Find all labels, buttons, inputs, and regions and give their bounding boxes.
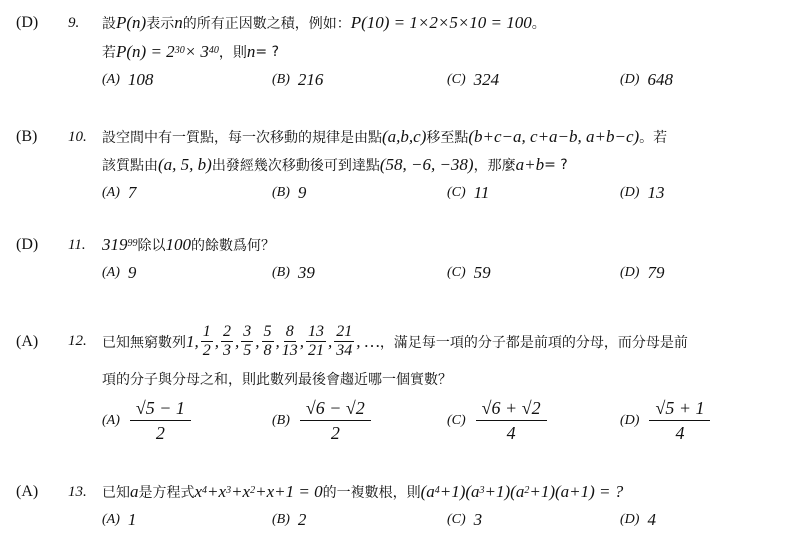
math-expression: , — [328, 331, 333, 351]
option-b[interactable] — [272, 396, 373, 445]
question-number: 11. — [68, 236, 86, 253]
fraction-denominator: 34 — [336, 342, 353, 359]
option-label: (D) — [620, 185, 640, 200]
option-c[interactable] — [447, 396, 549, 445]
fraction-numerator: 8 — [285, 323, 294, 340]
math-expression: a — [130, 482, 139, 501]
question-text-line — [0, 231, 796, 259]
option-d[interactable] — [620, 263, 664, 283]
math-expression: 59 — [473, 263, 491, 282]
option-value — [474, 70, 500, 90]
question-12 — [0, 318, 796, 448]
text-run: 已知無窮數列 — [102, 334, 186, 351]
math-expression: 79 — [647, 263, 665, 282]
option-label: (C) — [447, 265, 466, 280]
fraction-numerator: √6 − √2 — [300, 396, 371, 421]
exponent: 99 — [127, 237, 138, 249]
math-expression: (58, −6, −38) — [379, 155, 474, 174]
option-label: (A) — [102, 72, 120, 87]
math-expression: +x — [207, 482, 227, 501]
option-label: (A) — [102, 412, 120, 428]
math-expression: x — [194, 482, 203, 501]
question-text-line — [0, 478, 796, 506]
exponent: 3 — [226, 484, 232, 496]
fraction-numerator: 13 — [308, 323, 324, 340]
option-label: (C) — [447, 185, 466, 200]
option-label: (D) — [620, 512, 640, 527]
fraction-denominator: 5 — [243, 342, 252, 359]
fraction — [476, 396, 547, 445]
option-label: (A) — [102, 265, 120, 280]
option-c[interactable] — [447, 70, 499, 90]
math-expression: , — [275, 331, 280, 351]
option-value — [128, 510, 137, 530]
fraction-denominator: 2 — [155, 423, 165, 443]
fraction-numerator: √5 + 1 — [649, 396, 710, 421]
option-label: (B) — [272, 512, 290, 527]
text-run: 。若 — [639, 130, 668, 146]
math-expression: n — [174, 13, 183, 32]
fraction — [262, 323, 274, 360]
option-value — [474, 510, 483, 530]
question-number: 9. — [68, 14, 80, 31]
fraction-numerator: 3 — [243, 323, 252, 340]
text-run: ，滿足每一項的分子都是前項的分母，而分母是前 — [379, 334, 688, 351]
text-run: ，則 — [218, 45, 247, 61]
question-13 — [0, 478, 796, 534]
question-text-line — [0, 123, 796, 151]
fraction-denominator: 13 — [281, 342, 298, 359]
math-expression: 9 — [297, 183, 307, 202]
text-run: 的餘數爲何？ — [191, 238, 275, 254]
fraction-denominator: 4 — [675, 423, 685, 443]
option-label: (C) — [447, 412, 466, 428]
option-c[interactable] — [447, 183, 489, 203]
math-expression: P(n) = 2 — [116, 42, 175, 61]
math-expression: 11 — [473, 183, 490, 202]
option-d[interactable] — [620, 510, 656, 530]
math-expression: , — [214, 331, 219, 351]
question-text-line — [0, 38, 796, 66]
question-number: 12. — [68, 333, 87, 349]
option-value — [128, 70, 154, 90]
option-label: (B) — [272, 265, 290, 280]
option-label: (D) — [620, 265, 640, 280]
math-expression: +x — [231, 482, 251, 501]
math-expression: 3 — [473, 510, 483, 529]
text-run: 的一複數根，則 — [322, 485, 421, 501]
option-label: (A) — [102, 512, 120, 527]
text-run: 若 — [102, 45, 116, 61]
text-run: 除以 — [137, 238, 166, 254]
question-9 — [0, 8, 796, 94]
exponent: 4 — [434, 484, 440, 496]
exponent: 2 — [524, 484, 530, 496]
fraction-denominator: 4 — [506, 423, 516, 443]
question-text-line — [0, 318, 796, 365]
fraction-denominator: 8 — [263, 342, 272, 359]
math-expression: , — [235, 331, 240, 351]
option-value — [647, 183, 664, 203]
question-number: 13. — [68, 483, 87, 500]
text-run: 移至點 — [426, 130, 469, 146]
option-value — [647, 263, 664, 283]
option-d[interactable] — [620, 183, 664, 203]
math-expression: 39 — [297, 263, 315, 282]
math-expression: 648 — [647, 70, 673, 89]
option-value — [298, 396, 373, 445]
text-run: 已知 — [102, 485, 130, 501]
question-text-line — [0, 8, 796, 38]
math-expression: 324 — [473, 70, 500, 89]
text-run: 項的分子與分母之和，則此數列最後會趨近哪一個實數？ — [102, 372, 452, 388]
math-expression: (a,b,c) — [382, 127, 427, 146]
math-expression: , … — [356, 331, 380, 351]
fraction — [334, 323, 354, 360]
math-expression: +1)(a+1) = ? — [529, 482, 624, 501]
option-value — [298, 510, 307, 530]
option-a[interactable] — [102, 396, 193, 445]
fraction-numerator: √6 + √2 — [476, 396, 547, 421]
text-run: 的所有正因數之積，例如： — [182, 16, 351, 32]
options-row — [0, 259, 796, 287]
answer-key: (A) — [16, 332, 39, 350]
fraction-denominator: 2 — [330, 423, 340, 443]
math-expression: 216 — [297, 70, 324, 89]
option-a[interactable] — [102, 263, 136, 283]
option-value — [298, 70, 324, 90]
answer-key: (D) — [16, 14, 39, 31]
math-expression: 2 — [297, 510, 307, 529]
text-run: 該質點由 — [102, 158, 158, 174]
math-expression: 1 — [127, 510, 137, 529]
option-value — [128, 263, 137, 283]
option-value — [298, 263, 315, 283]
fraction — [241, 323, 253, 360]
option-value — [298, 183, 307, 203]
option-c[interactable] — [447, 263, 491, 283]
text-run: 設 — [102, 16, 116, 32]
math-expression: , — [255, 331, 260, 351]
exponent: 40 — [208, 44, 219, 56]
fraction — [221, 323, 233, 360]
fraction-numerator: √5 − 1 — [130, 396, 191, 421]
fraction — [282, 323, 298, 360]
option-a[interactable] — [102, 510, 136, 530]
options-row — [0, 506, 796, 534]
question-text-line — [0, 151, 796, 179]
option-label: (B) — [272, 185, 290, 200]
option-value — [474, 183, 490, 203]
answer-key: (A) — [16, 483, 39, 500]
option-value — [128, 183, 137, 203]
fraction-numerator: 1 — [202, 323, 211, 340]
math-expression: 7 — [127, 183, 137, 202]
exponent: 3 — [479, 484, 485, 496]
option-value — [128, 396, 193, 445]
fraction — [201, 323, 213, 360]
option-label: (B) — [272, 72, 290, 87]
option-d[interactable] — [620, 396, 712, 445]
math-expression: × 3 — [184, 42, 209, 61]
fraction — [130, 396, 191, 445]
option-label: (B) — [272, 412, 290, 428]
fraction — [649, 396, 710, 445]
option-a[interactable] — [102, 70, 153, 90]
option-label: (C) — [447, 512, 466, 527]
text-run: ，那麼 — [473, 158, 516, 174]
option-value — [647, 510, 656, 530]
options-row — [0, 66, 796, 94]
math-expression: +1)(a — [439, 482, 480, 501]
math-expression: P(n) — [116, 13, 147, 32]
math-expression: , — [299, 331, 304, 351]
option-value — [474, 396, 549, 445]
math-expression: +1)(a — [484, 482, 525, 501]
option-label: (D) — [620, 412, 640, 428]
options-row — [0, 179, 796, 207]
option-label: (A) — [102, 185, 120, 200]
math-expression: 100 — [165, 235, 191, 254]
math-expression: (b+c−a, c+a−b, a+b−c) — [468, 127, 640, 146]
option-value — [647, 70, 673, 90]
math-expression: n — [246, 42, 256, 61]
option-b[interactable] — [272, 510, 306, 530]
answer-key: (D) — [16, 236, 39, 253]
fraction — [300, 396, 371, 445]
text-run: = ? — [544, 157, 568, 173]
text-run: 。 — [531, 16, 546, 32]
text-run: 表示 — [146, 16, 175, 32]
option-label: (D) — [620, 72, 640, 87]
text-run: 出發經幾次移動後可到達點 — [211, 158, 380, 174]
fraction-denominator: 21 — [308, 342, 324, 359]
fraction-denominator: 2 — [202, 342, 211, 359]
exponent: 2 — [250, 484, 256, 496]
text-run: = ? — [255, 44, 280, 60]
exponent: 4 — [202, 484, 208, 496]
math-expression: 4 — [647, 510, 656, 529]
question-number: 10. — [68, 128, 87, 145]
option-value — [647, 396, 712, 445]
question-11 — [0, 231, 796, 287]
answer-key: (B) — [16, 128, 38, 145]
math-expression: (a — [420, 482, 435, 501]
options-row — [0, 393, 796, 448]
fraction — [306, 323, 326, 360]
text-run: 是方程式 — [138, 485, 195, 501]
math-expression: 1, — [186, 331, 199, 351]
fraction-numerator: 21 — [336, 323, 353, 340]
option-b[interactable] — [272, 263, 315, 283]
option-a[interactable] — [102, 183, 136, 203]
math-expression: (a, 5, b) — [158, 155, 212, 174]
fraction-numerator: 5 — [263, 323, 272, 340]
math-expression: 319 — [102, 235, 128, 254]
math-expression: 108 — [127, 70, 154, 89]
option-b[interactable] — [272, 70, 323, 90]
fraction-numerator: 2 — [223, 323, 231, 340]
exponent: 30 — [174, 44, 185, 56]
math-expression: 9 — [127, 263, 137, 282]
math-expression: a+b — [515, 155, 545, 174]
fraction-denominator: 3 — [223, 342, 231, 359]
option-value — [474, 263, 491, 283]
text-run: 設空間中有一質點，每一次移動的規律是由點 — [102, 130, 382, 146]
option-b[interactable] — [272, 183, 306, 203]
question-10 — [0, 123, 796, 207]
option-label: (C) — [447, 72, 466, 87]
math-expression: P(10) = 1×2×5×10 = 100 — [350, 13, 532, 32]
math-expression: +x+1 = 0 — [255, 482, 323, 501]
math-expression: 13 — [647, 183, 665, 202]
question-text-line — [0, 365, 796, 393]
option-c[interactable] — [447, 510, 482, 530]
option-d[interactable] — [620, 70, 673, 90]
